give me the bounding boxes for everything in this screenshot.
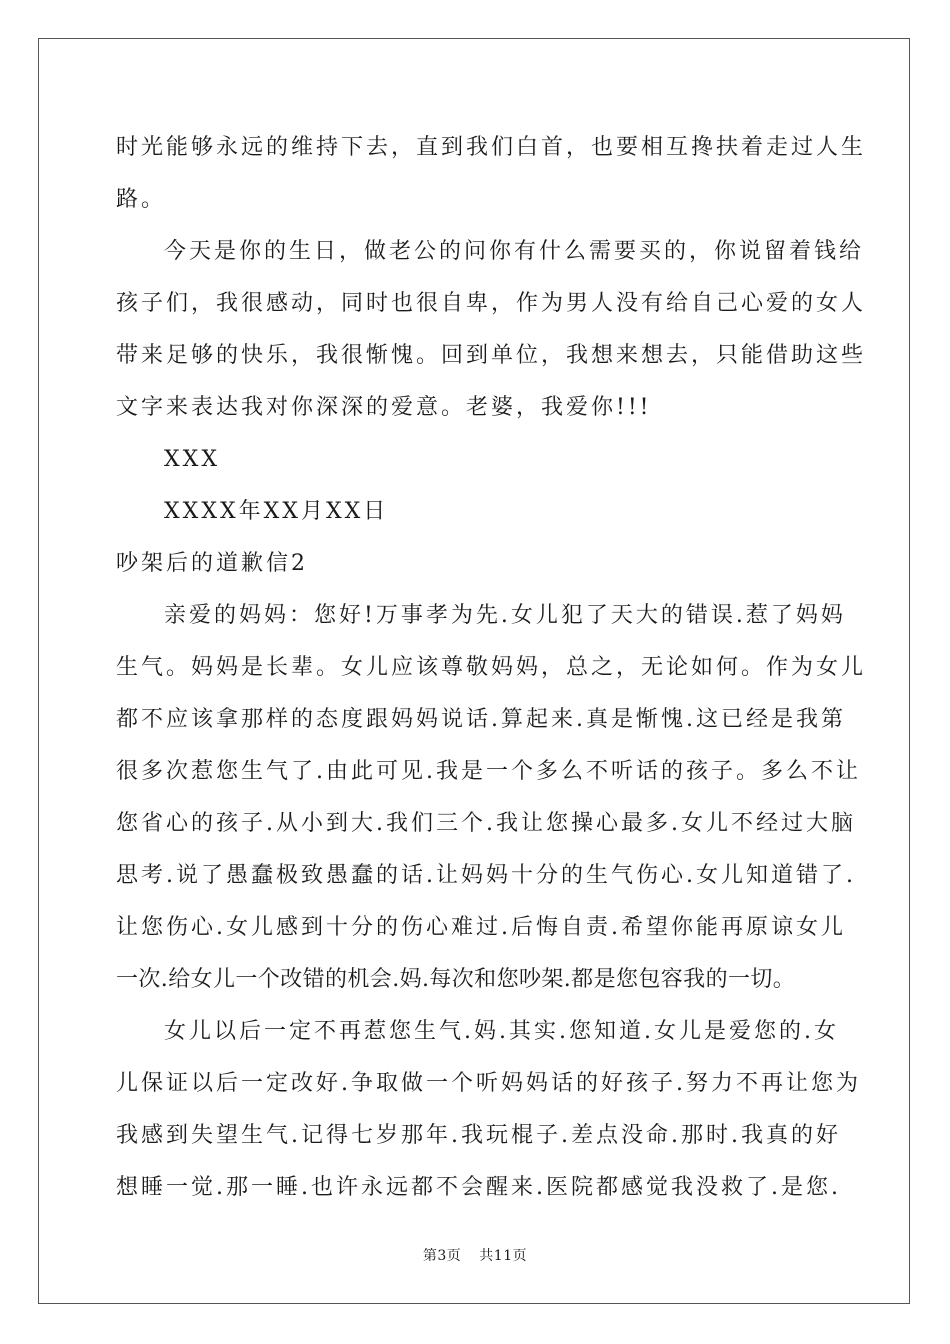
- paragraph-line: 思考.说了愚蠢极致愚蠢的话.让妈妈十分的生气伤心.女儿知道错了.: [116, 863, 856, 888]
- paragraph-line: 亲爱的妈妈：您好!万事孝为先.女儿犯了天大的错误.惹了妈妈: [164, 603, 846, 628]
- page-number: 第3页: [422, 1248, 462, 1264]
- page-footer: [0, 1246, 950, 1266]
- signature-name: XXX: [164, 447, 220, 472]
- paragraph-line: 一次.给女儿一个改错的机会.妈.每次和您吵架.都是您包容我的一切。: [116, 967, 796, 992]
- paragraph-line: 生气。妈妈是长辈。女儿应该尊敬妈妈，总之，无论如何。作为女儿: [116, 655, 867, 680]
- paragraph-line: 今天是你的生日，做老公的问你有什么需要买的，你说留着钱给: [164, 239, 865, 264]
- paragraph-line: 儿保证以后一定改好.争取做一个听妈妈话的好孩子.努力不再让您为: [116, 1071, 861, 1096]
- page-total: 共11页: [479, 1248, 528, 1264]
- paragraph-line: 时光能够永远的维持下去，直到我们白首，也要相互搀扶着走过人生: [116, 135, 867, 160]
- signature-date: XXXX年XX月XX日: [164, 499, 389, 524]
- paragraph-line: 想睡一觉.那一睡.也许永远都不会醒来.医院都感觉我没救了.是您.: [116, 1175, 841, 1200]
- paragraph-line: 很多次惹您生气了.由此可见.我是一个多么不听话的孩子。多么不让: [116, 759, 861, 784]
- paragraph-line: 您省心的孩子.从小到大.我们三个.我让您操心最多.女儿不经过大脑: [116, 811, 856, 836]
- paragraph-line: 女儿以后一定不再惹您生气.妈.其实.您知道.女儿是爱您的.女: [164, 1019, 839, 1044]
- document-body: [116, 122, 867, 1214]
- paragraph-line: 都不应该拿那样的态度跟妈妈说话.算起来.真是惭愧.这已经是我第: [116, 707, 846, 732]
- paragraph-line: 文字来表达我对你深深的爱意。老婆，我爱你!!!: [116, 395, 652, 420]
- section-heading: 吵架后的道歉信2: [116, 551, 308, 576]
- paragraph-line: 路。: [116, 187, 167, 212]
- paragraph-line: 我感到失望生气.记得七岁那年.我玩棍子.差点没命.那时.我真的好: [116, 1123, 841, 1148]
- paragraph-line: 带来足够的快乐，我很惭愧。回到单位，我想来想去，只能借助这些: [116, 343, 867, 368]
- paragraph-line: 让您伤心.女儿感到十分的伤心难过.后悔自责.希望你能再原谅女儿: [116, 915, 846, 940]
- paragraph-line: 孩子们，我很感动，同时也很自卑，作为男人没有给自己心爱的女人: [116, 291, 867, 316]
